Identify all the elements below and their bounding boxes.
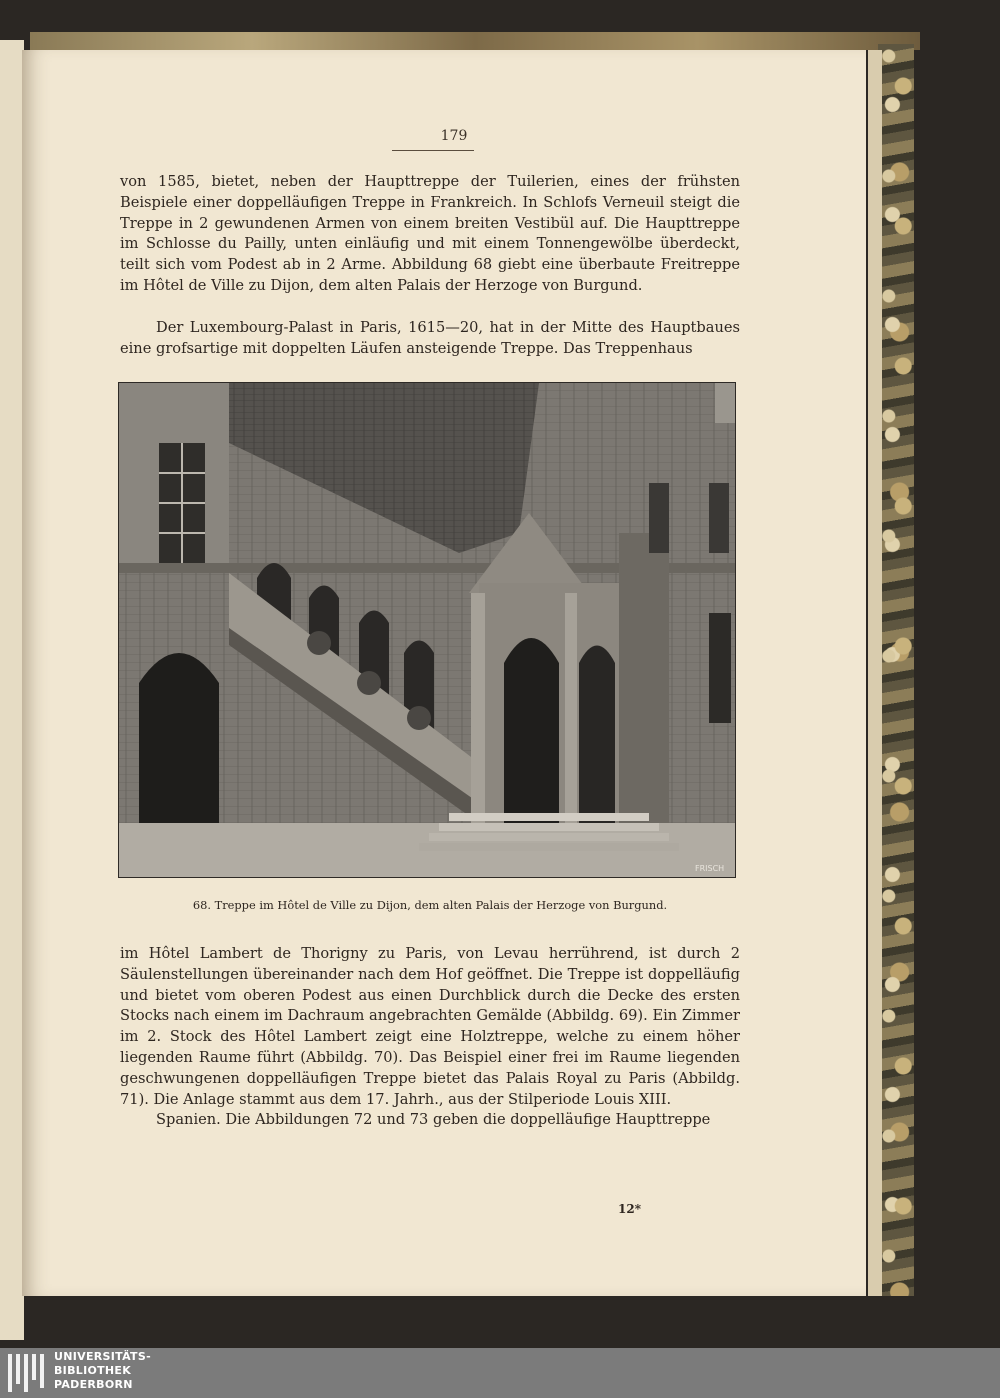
book-page	[22, 50, 866, 1296]
staircase-photo	[119, 383, 735, 877]
figure-photograph	[118, 382, 736, 878]
paragraph-text: Spanien. Die Abbildungen 72 und 73 geben die doppelläufige Haupttreppe	[156, 1111, 711, 1129]
library-name-line: PADERBORN	[54, 1378, 133, 1391]
body-paragraph	[120, 318, 740, 360]
book-binding-top	[30, 32, 920, 50]
page-stack-edge	[868, 50, 882, 1296]
signature-mark: 12*	[618, 1202, 641, 1216]
marbled-cover-edge	[878, 44, 914, 1296]
figure-caption: 68. Treppe im Hôtel de Ville zu Dijon, dem alten Palais der Herzoge von Burgund.	[192, 898, 668, 912]
page-number: 179	[440, 128, 468, 144]
body-paragraph	[120, 944, 740, 1131]
header-rule	[392, 150, 474, 151]
library-logo-icon	[8, 1354, 48, 1392]
library-name	[54, 1350, 151, 1392]
paragraph-text: Der Luxembourg-Palast in Paris, 1615—20, hat in der Mitte des Hauptbaues eine grofsartige mit doppelten Läufen ansteigende Treppe. Das Treppenhaus	[120, 319, 740, 357]
paragraph-text: von 1585, bietet, neben der Haupttreppe der Tuilerien, eines der frühsten Beispiele einer doppelläufigen Treppe in Frankreich. In Schlofs Verneuil steigt die Treppe in 2 gewundenen Armen von einem breiten Vestibül auf. Die Haupttreppe im Schlosse du Pailly, unten einläufig und mit einem Tonnengewölbe überdeckt, teilt sich vom Podest ab in 2 Arme. Abbildung 68 giebt eine überbaute Freitreppe im Hôtel de Ville zu Dijon, dem alten Palais der Herzoge von Burgund.	[120, 173, 740, 294]
previous-page-edge	[0, 40, 24, 1340]
photographer-mark: FRISCH	[695, 864, 725, 873]
paragraph-text: im Hôtel Lambert de Thorigny zu Paris, von Levau herrührend, ist durch 2 Säulenstellungen übereinander nach dem Hof geöffnet. Die Treppe ist doppelläufig und bietet vom oberen Podest aus einen Durchblick durch die Decke des ersten Stocks nach einem im Dachraum angebrachten Gemälde (Abbildg. 69). Ein Zimmer im 2. Stock des Hôtel Lambert zeigt eine Holztreppe, welche zu einem höher liegenden Raume führt (Abbildg. 70). Das Beispiel einer frei im Raume liegenden geschwungenen doppelläufigen Treppe bietet das Palais Royal zu Paris (Abbildg. 71). Die Anlage stammt aus dem 17. Jahrh., aus der Stilperiode Louis XIII.	[120, 945, 740, 1108]
library-name-line: BIBLIOTHEK	[54, 1364, 132, 1377]
body-paragraph	[120, 172, 740, 297]
library-name-line: UNIVERSITÄTS-	[54, 1350, 151, 1363]
library-footer	[0, 1348, 1000, 1398]
